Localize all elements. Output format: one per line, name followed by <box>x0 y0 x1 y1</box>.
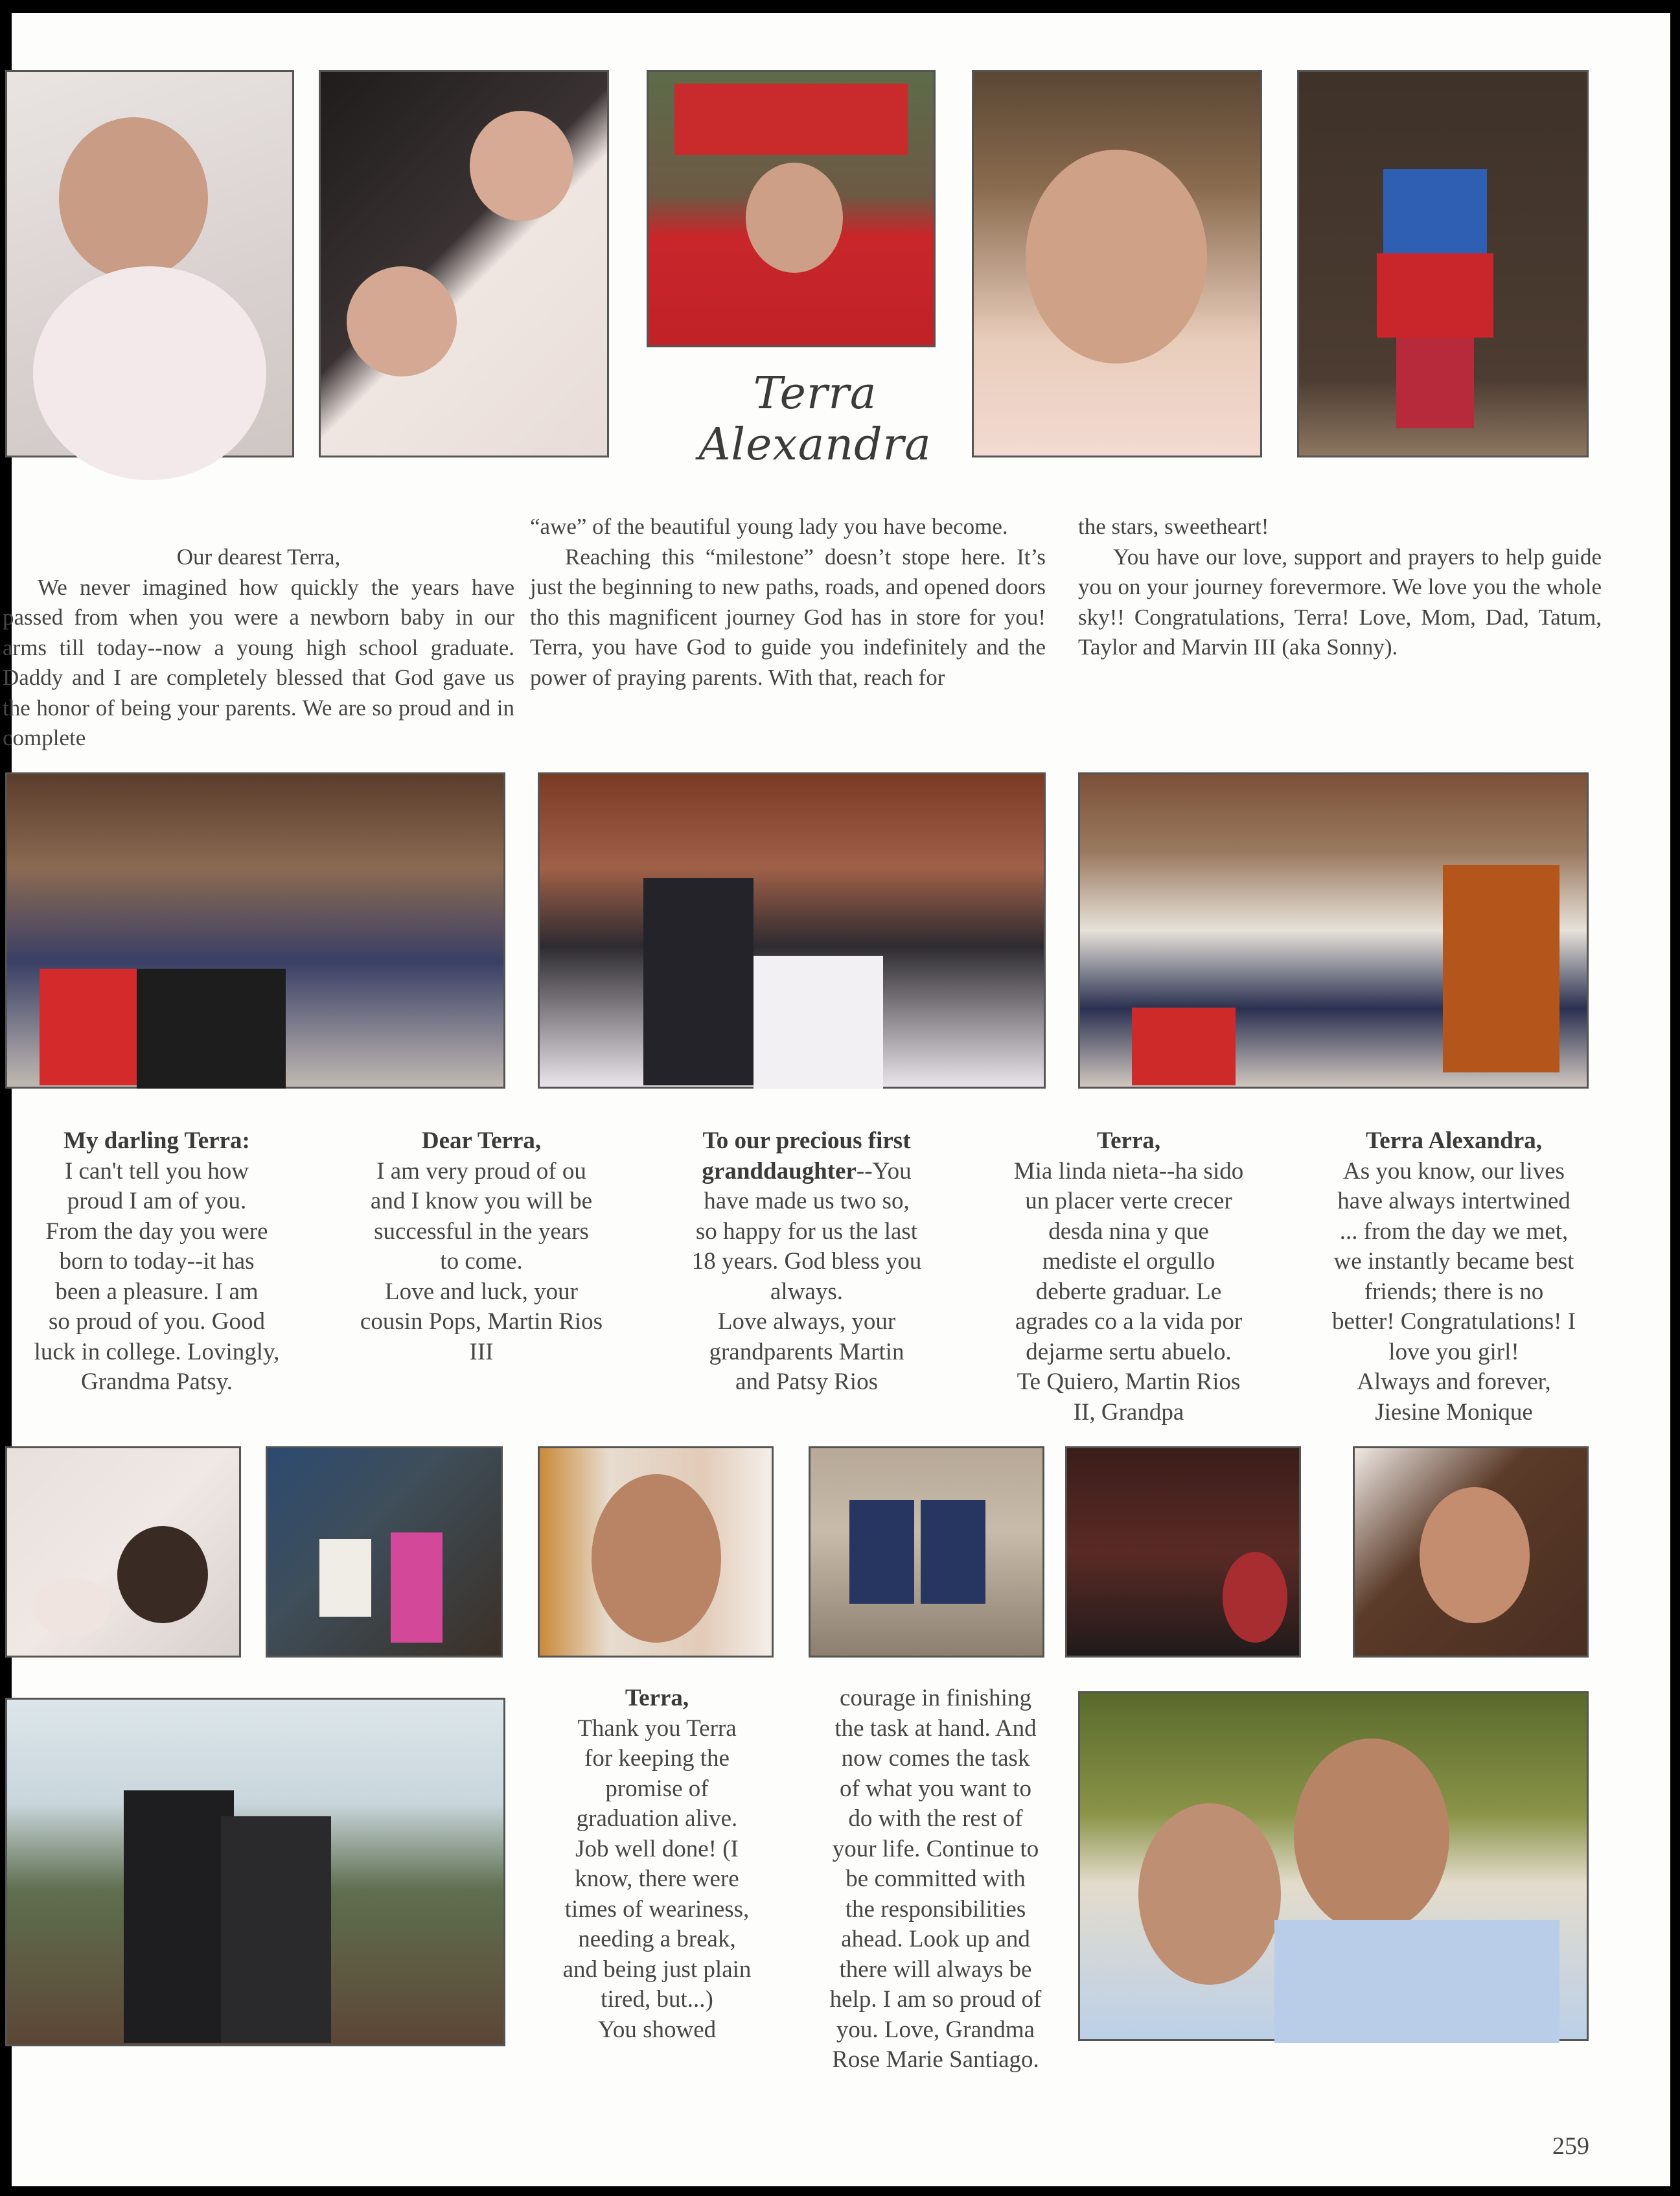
letter-paragraph: the stars, sweetheart! <box>1078 514 1269 539</box>
message-line: Te Quiero, Martin Rios <box>1017 1369 1241 1395</box>
message-line: You showed <box>597 2016 717 2043</box>
letter-paragraph: You have our love, support and prayers to help guide you on your journey forevermore. We love you the whole sky!! Congratulations, Terra! Love, Mom, Dad, Tatum, Taylor and Marvin III (aka Sonny). <box>1078 544 1602 660</box>
message-line: From the day you were <box>45 1218 268 1245</box>
letter-paragraph: Reaching this “milestone” doesn’t stope here. It’s just the beginning to new paths, roads, and opened doors tho this magnificent journey God has in store for you! Terra, you have God to guide you indefinitely and the power of praying parents. With that, reach for <box>530 544 1046 690</box>
message-line: proud I am of you. <box>67 1188 247 1214</box>
message-line: help. I am so proud of <box>829 1986 1042 2013</box>
photo-family-group-1 <box>5 772 505 1089</box>
message-heading: Dear Terra, <box>421 1127 542 1154</box>
message-line: better! Congratulations! I <box>1331 1308 1576 1335</box>
message-line: As you know, our lives <box>1343 1157 1565 1185</box>
message-jiesine <box>1292 1126 1616 1427</box>
message-line: 18 years. God bless you <box>691 1248 922 1275</box>
message-heading: Terra, <box>625 1685 689 1711</box>
message-line: Love and luck, your <box>385 1278 578 1305</box>
message-line: mediste el orgullo <box>1042 1248 1215 1275</box>
message-line: there will always be <box>839 1956 1032 1983</box>
message-line: your life. Continue to <box>832 1835 1039 1862</box>
photo-kinder-graduation <box>647 70 936 347</box>
message-line: deberte graduar. Le <box>1035 1278 1222 1305</box>
message-line: successful in the years <box>374 1218 589 1245</box>
photo-grandparents-coast <box>5 1698 505 2046</box>
message-line: II, Grandpa <box>1073 1398 1184 1426</box>
message-line: luck in college. Lovingly, <box>34 1338 280 1365</box>
letter-salutation: Our dearest Terra, <box>176 544 341 570</box>
message-heading: To our precious first <box>702 1127 911 1154</box>
letter-column-3 <box>1078 512 1602 663</box>
message-line: we instantly became best <box>1333 1248 1574 1275</box>
message-heading: Terra Alexandra, <box>1365 1127 1542 1154</box>
message-grandpa <box>965 1126 1292 1427</box>
message-heading: My darling Terra: <box>63 1127 250 1154</box>
photo-kids-outdoors <box>266 1446 503 1658</box>
yearbook-page <box>3 13 1670 2186</box>
message-line: Mia linda nieta--ha sido <box>1013 1157 1244 1185</box>
message-grandparents <box>648 1126 965 1398</box>
page-number: 259 <box>1552 2132 1589 2160</box>
photo-supergirl-costume <box>1297 70 1589 457</box>
photo-babies-blanket <box>319 70 609 457</box>
message-line: dejarme sertu abuelo. <box>1026 1338 1232 1365</box>
message-line: and being just plain <box>562 1956 752 1983</box>
message-line: born to today--it has <box>59 1248 255 1275</box>
message-cousin-pops <box>316 1126 647 1367</box>
message-heading: Terra, <box>1096 1127 1161 1154</box>
message-line: do with the rest of <box>848 1805 1023 1832</box>
message-line: grandparents Martin <box>709 1338 904 1365</box>
message-line: I am very proud of ou <box>376 1157 586 1185</box>
message-line: tired, but...) <box>601 1986 713 2013</box>
message-line: been a pleasure. I am <box>55 1278 259 1305</box>
message-line: now comes the task <box>841 1745 1030 1772</box>
message-line: love you girl! <box>1388 1338 1519 1365</box>
message-line: so happy for us the last <box>695 1218 918 1245</box>
letter-column-1 <box>3 542 514 754</box>
photo-mother-daughter <box>1078 1691 1589 2041</box>
message-line: Job well done! (I <box>575 1835 739 1862</box>
message-line: for keeping the <box>584 1745 730 1772</box>
message-line: to come. <box>440 1248 523 1275</box>
photo-newborn-hospital <box>5 1446 241 1658</box>
message-heading-bold: granddaughter <box>702 1157 857 1185</box>
message-heading-line2 <box>648 1157 965 1187</box>
message-line: III <box>469 1338 494 1365</box>
message-line: and Patsy Rios <box>735 1369 878 1395</box>
message-line: Grandma Patsy. <box>81 1369 233 1395</box>
message-line: have always intertwined <box>1337 1188 1571 1214</box>
message-line: Rose Marie Santiago. <box>832 2046 1039 2073</box>
message-line: agrades co a la vida por <box>1015 1308 1243 1335</box>
message-line: Jiesine Monique <box>1375 1398 1533 1426</box>
message-line: desda nina y que <box>1048 1218 1209 1245</box>
message-rose-marie-part1 <box>530 1683 784 2045</box>
photo-girl-closeup <box>538 1446 774 1658</box>
letter-paragraph: We never imagined how quickly the years have passed from when you were a newborn baby in our arms till today--now a young high school graduate. Daddy and I are completely blessed that God gave us the honor of being your parents. We are so proud and in complete <box>3 574 514 750</box>
page-title: Terra Alexandra <box>698 368 932 470</box>
photo-formal-dance <box>1065 1446 1301 1658</box>
message-line: courage in finishing <box>840 1685 1031 1711</box>
photo-senior-portrait <box>1353 1446 1589 1658</box>
message-line: ahead. Look up and <box>841 1926 1030 1952</box>
message-line: friends; there is no <box>1364 1278 1544 1305</box>
message-line: un placer verte crecer <box>1025 1188 1232 1214</box>
message-line: the responsibilities <box>845 1895 1026 1923</box>
photo-baby-portrait <box>5 70 294 457</box>
message-line: the task at hand. And <box>834 1715 1037 1742</box>
message-line: Love always, your <box>717 1308 896 1335</box>
message-line: be committed with <box>846 1866 1026 1892</box>
message-rose-marie-part2 <box>805 1683 1066 2075</box>
message-line: ... from the day we met, <box>1339 1218 1569 1245</box>
photo-family-group-2 <box>1078 772 1589 1089</box>
message-line: times of weariness, <box>564 1895 750 1923</box>
message-line: I can't tell you how <box>64 1157 249 1185</box>
message-line: always. <box>770 1278 843 1305</box>
message-line: and I know you will be <box>370 1188 593 1214</box>
message-heading-rest: --You <box>856 1157 912 1185</box>
message-line: graduation alive. <box>576 1805 738 1832</box>
photo-school-uniforms <box>809 1446 1044 1658</box>
message-line: know, there were <box>575 1866 739 1892</box>
photo-quinceanera-group <box>538 772 1046 1089</box>
message-line: of what you want to <box>840 1775 1031 1802</box>
message-line: have made us two so, <box>704 1188 910 1214</box>
photo-toddler-smile <box>972 70 1262 457</box>
message-line: Always and forever, <box>1357 1369 1551 1395</box>
message-grandma-patsy <box>3 1126 311 1398</box>
letter-column-2 <box>530 512 1046 693</box>
message-line: needing a break, <box>578 1926 736 1952</box>
message-line: you. Love, Grandma <box>836 2016 1035 2043</box>
message-line: so proud of you. Good <box>48 1308 265 1335</box>
message-line: promise of <box>605 1775 709 1802</box>
letter-paragraph: “awe” of the beautiful young lady you have become. <box>530 514 1008 539</box>
message-line: cousin Pops, Martin Rios <box>360 1308 603 1335</box>
message-line: Thank you Terra <box>577 1715 737 1742</box>
